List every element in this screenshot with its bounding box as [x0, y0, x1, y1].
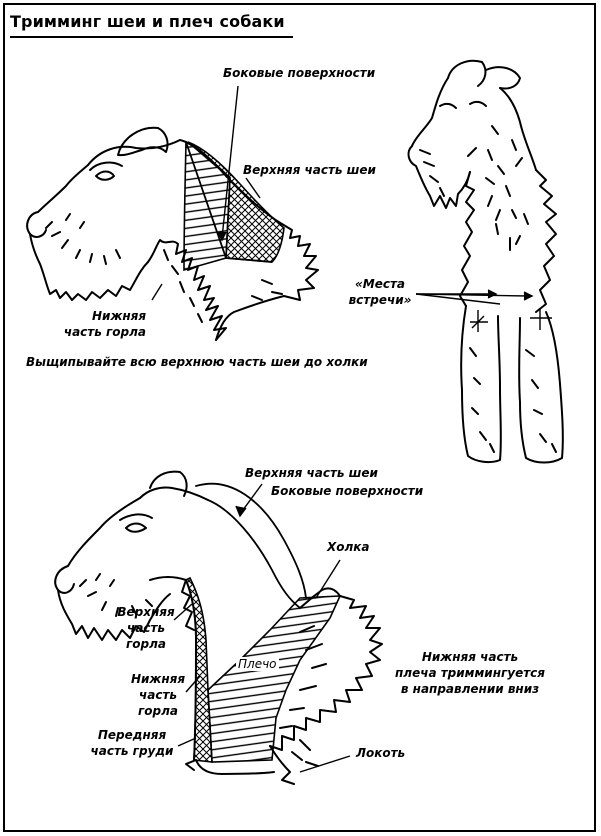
meeting-point-arrows: [416, 290, 552, 332]
neck-trim-zones: [184, 142, 284, 270]
label-side-surfaces-top: Боковые поверхности: [223, 66, 376, 80]
label-lower-shoulder-3: в направлении вниз: [400, 682, 540, 696]
label-lower-shoulder-1: Нижняя часть: [421, 650, 519, 664]
label-upper-throat-3: горла: [126, 637, 166, 651]
label-withers: Холка: [327, 540, 370, 554]
label-meeting-points-2: встречи»: [348, 293, 412, 307]
label-shoulder: Плечо: [238, 657, 277, 671]
label-lower-throat-bottom-3: горла: [138, 704, 178, 718]
label-lower-throat-bottom-2: часть: [139, 688, 177, 702]
label-upper-throat-2: часть: [127, 621, 165, 635]
label-instruction: Выщипывайте всю верхнюю часть шеи до холки: [26, 355, 368, 369]
label-lower-throat-top-2: часть горла: [63, 325, 146, 339]
label-upper-neck-bottom: Верхняя часть шеи: [245, 466, 378, 480]
label-lower-throat-bottom-1: Нижняя: [130, 672, 186, 686]
label-lower-shoulder-2: плеча триммингуется: [394, 666, 545, 680]
label-upper-throat-1: Верхняя: [117, 605, 175, 619]
label-lower-throat-top-1: Нижняя: [92, 309, 147, 323]
label-upper-neck-top: Верхняя часть шеи: [243, 163, 376, 177]
dog-front-view: [409, 61, 563, 463]
label-side-surfaces-bottom: Боковые поверхности: [271, 484, 424, 498]
label-meeting-points-1: «Места: [354, 277, 406, 291]
label-chest-2: часть груди: [90, 744, 174, 758]
label-elbow: Локоть: [356, 746, 406, 760]
label-chest-1: Передняя: [97, 728, 167, 742]
page-title: Тримминг шеи и плеч собаки: [10, 12, 285, 31]
